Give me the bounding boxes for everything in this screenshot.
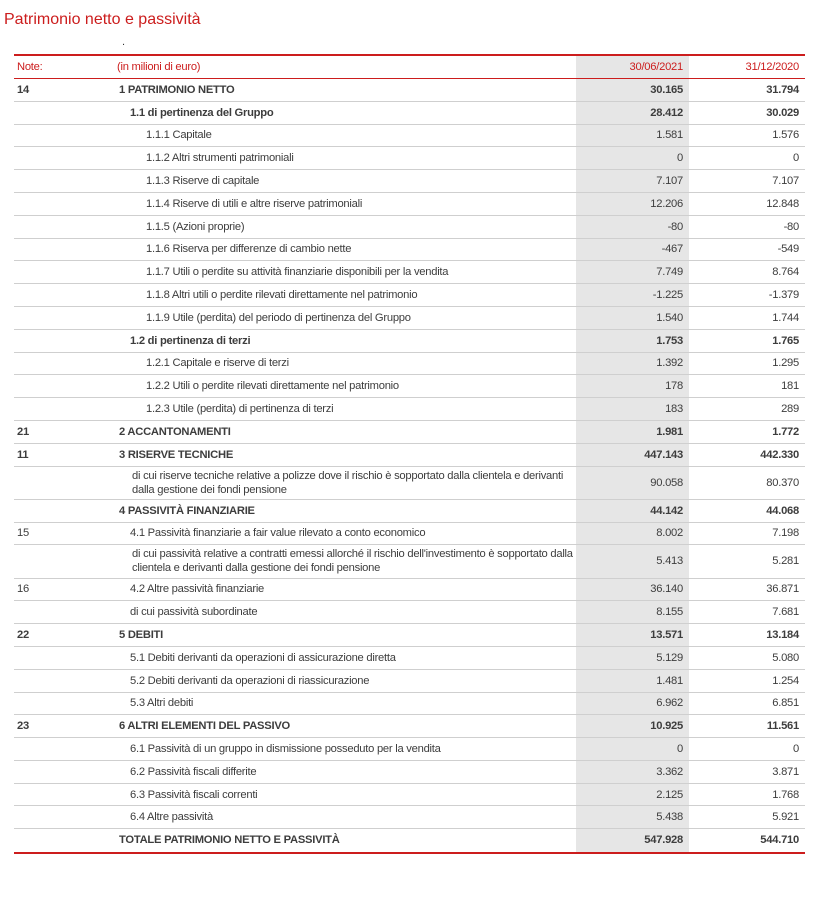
row-note — [14, 692, 117, 715]
row-value-2020: 1.768 — [689, 783, 805, 806]
row-value-2020: 1.772 — [689, 420, 805, 443]
row-value-2020: 1.576 — [689, 124, 805, 147]
row-label: 1.1.8 Altri utili o perdite rilevati direttamente nel patrimonio — [117, 284, 576, 307]
row-label: 6.2 Passività fiscali differite — [117, 760, 576, 783]
table-row — [14, 692, 805, 715]
row-note: 22 — [14, 624, 117, 647]
table-header — [14, 56, 805, 79]
row-note — [14, 829, 117, 852]
row-label: 6.3 Passività fiscali correnti — [117, 783, 576, 806]
row-label: 1.1.5 (Azioni proprie) — [117, 215, 576, 238]
row-value-2021: 7.749 — [576, 261, 689, 284]
row-note — [14, 601, 117, 624]
row-note: 14 — [14, 79, 117, 102]
row-value-2021: 0 — [576, 738, 689, 761]
row-value-2020: 7.107 — [689, 170, 805, 193]
row-value-2020: 544.710 — [689, 829, 805, 852]
row-value-2020: -549 — [689, 238, 805, 261]
header-col-2021: 30/06/2021 — [576, 56, 689, 79]
row-value-2020: 181 — [689, 375, 805, 398]
row-value-2021: 183 — [576, 398, 689, 421]
table-row — [14, 79, 805, 102]
row-value-2020: 0 — [689, 738, 805, 761]
row-note: 11 — [14, 443, 117, 466]
row-value-2021: 1.540 — [576, 306, 689, 329]
row-note — [14, 238, 117, 261]
row-value-2021: 13.571 — [576, 624, 689, 647]
table-row — [14, 398, 805, 421]
row-label: 5.3 Altri debiti — [117, 692, 576, 715]
row-label: 1.2.2 Utili o perdite rilevati direttamente nel patrimonio — [117, 375, 576, 398]
row-note — [14, 669, 117, 692]
header-note: Note: — [14, 56, 117, 79]
row-note — [14, 646, 117, 669]
row-value-2020: 13.184 — [689, 624, 805, 647]
table-row — [14, 375, 805, 398]
row-value-2021: 7.107 — [576, 170, 689, 193]
table-row — [14, 215, 805, 238]
row-label: 4.1 Passività finanziarie a fair value rilevato a conto economico — [117, 522, 576, 545]
row-label: 3 RISERVE TECNICHE — [117, 443, 576, 466]
total-row — [14, 829, 805, 852]
row-label: 1.1.4 Riserve di utili e altre riserve patrimoniali — [117, 192, 576, 215]
row-value-2021: 1.481 — [576, 669, 689, 692]
row-value-2021: -80 — [576, 215, 689, 238]
row-note — [14, 760, 117, 783]
row-value-2020: 0 — [689, 147, 805, 170]
row-value-2020: 1.254 — [689, 669, 805, 692]
row-label: di cui riserve tecniche relative a polizze dove il rischio è sopportato dalla clientela e derivanti dalla gestione dei fondi pensione — [117, 466, 576, 499]
table-row — [14, 499, 805, 522]
row-value-2020: 1.744 — [689, 306, 805, 329]
row-value-2021: 90.058 — [576, 466, 689, 499]
row-value-2021: 1.981 — [576, 420, 689, 443]
row-value-2020: 5.921 — [689, 806, 805, 829]
balance-sheet-table-wrap — [14, 54, 805, 854]
row-note — [14, 192, 117, 215]
row-value-2021: 36.140 — [576, 578, 689, 601]
row-note — [14, 170, 117, 193]
row-value-2020: 1.765 — [689, 329, 805, 352]
row-value-2020: 7.681 — [689, 601, 805, 624]
row-value-2020: 442.330 — [689, 443, 805, 466]
table-row — [14, 443, 805, 466]
row-label: 1.1.7 Utili o perdite su attività finanziarie disponibili per la vendita — [117, 261, 576, 284]
row-value-2021: 5.129 — [576, 646, 689, 669]
row-note — [14, 806, 117, 829]
table-row — [14, 578, 805, 601]
row-label: 1 PATRIMONIO NETTO — [117, 79, 576, 102]
table-row — [14, 669, 805, 692]
row-value-2021: 44.142 — [576, 499, 689, 522]
table-row — [14, 306, 805, 329]
row-value-2020: 5.080 — [689, 646, 805, 669]
row-value-2021: 12.206 — [576, 192, 689, 215]
table-row — [14, 147, 805, 170]
table-row — [14, 601, 805, 624]
row-value-2021: 28.412 — [576, 101, 689, 124]
row-value-2021: 3.362 — [576, 760, 689, 783]
row-value-2021: 1.753 — [576, 329, 689, 352]
table-row — [14, 466, 805, 499]
row-label: 1.2 di pertinenza di terzi — [117, 329, 576, 352]
row-value-2021: 447.143 — [576, 443, 689, 466]
row-note — [14, 215, 117, 238]
table-row — [14, 284, 805, 307]
row-value-2021: 30.165 — [576, 79, 689, 102]
table-body — [14, 79, 805, 852]
row-label: 1.1.3 Riserve di capitale — [117, 170, 576, 193]
table-row — [14, 329, 805, 352]
row-note — [14, 124, 117, 147]
row-label: 4 PASSIVITÀ FINANZIARIE — [117, 499, 576, 522]
row-note — [14, 375, 117, 398]
row-value-2020: 31.794 — [689, 79, 805, 102]
table-row — [14, 624, 805, 647]
row-value-2021: -1.225 — [576, 284, 689, 307]
row-note — [14, 306, 117, 329]
row-label: 5.1 Debiti derivanti da operazioni di assicurazione diretta — [117, 646, 576, 669]
row-value-2021: 1.392 — [576, 352, 689, 375]
table-row — [14, 545, 805, 578]
row-value-2020: 44.068 — [689, 499, 805, 522]
row-note: 15 — [14, 522, 117, 545]
row-value-2021: 10.925 — [576, 715, 689, 738]
row-label: 6.1 Passività di un gruppo in dismissione posseduto per la vendita — [117, 738, 576, 761]
row-note — [14, 147, 117, 170]
row-value-2021: -467 — [576, 238, 689, 261]
row-note — [14, 545, 117, 578]
row-note — [14, 329, 117, 352]
row-value-2021: 0 — [576, 147, 689, 170]
table-row — [14, 124, 805, 147]
row-value-2021: 5.438 — [576, 806, 689, 829]
header-col-2020: 31/12/2020 — [689, 56, 805, 79]
row-label: TOTALE PATRIMONIO NETTO E PASSIVITÀ — [117, 829, 576, 852]
table-row — [14, 646, 805, 669]
balance-sheet-table — [14, 56, 805, 852]
table-row — [14, 170, 805, 193]
table-row — [14, 783, 805, 806]
row-label: 1.2.3 Utile (perdita) di pertinenza di terzi — [117, 398, 576, 421]
row-value-2020: 6.851 — [689, 692, 805, 715]
row-note — [14, 261, 117, 284]
row-value-2020: 5.281 — [689, 545, 805, 578]
row-label: 6.4 Altre passività — [117, 806, 576, 829]
row-note — [14, 284, 117, 307]
row-value-2020: 7.198 — [689, 522, 805, 545]
table-row — [14, 261, 805, 284]
row-note — [14, 352, 117, 375]
page-title: Patrimonio netto e passività — [4, 11, 201, 28]
row-note — [14, 101, 117, 124]
row-label: 5 DEBITI — [117, 624, 576, 647]
row-value-2021: 2.125 — [576, 783, 689, 806]
table-row — [14, 420, 805, 443]
row-label: di cui passività subordinate — [117, 601, 576, 624]
row-value-2021: 547.928 — [576, 829, 689, 852]
row-value-2020: 289 — [689, 398, 805, 421]
row-label: 2 ACCANTONAMENTI — [117, 420, 576, 443]
row-label: 1.2.1 Capitale e riserve di terzi — [117, 352, 576, 375]
table-row — [14, 715, 805, 738]
row-label: 5.2 Debiti derivanti da operazioni di riassicurazione — [117, 669, 576, 692]
row-value-2021: 178 — [576, 375, 689, 398]
table-row — [14, 192, 805, 215]
table-row — [14, 101, 805, 124]
stray-mark: . — [122, 36, 126, 48]
row-note — [14, 466, 117, 499]
row-value-2021: 5.413 — [576, 545, 689, 578]
table-row — [14, 522, 805, 545]
row-value-2020: 3.871 — [689, 760, 805, 783]
row-value-2020: -1.379 — [689, 284, 805, 307]
row-value-2021: 6.962 — [576, 692, 689, 715]
table-bottom-rule — [14, 852, 805, 854]
row-note — [14, 738, 117, 761]
row-value-2020: 1.295 — [689, 352, 805, 375]
row-note: 21 — [14, 420, 117, 443]
row-label: 1.1 di pertinenza del Gruppo — [117, 101, 576, 124]
row-note: 23 — [14, 715, 117, 738]
header-unit: (in milioni di euro) — [117, 56, 576, 79]
row-value-2020: -80 — [689, 215, 805, 238]
row-label: 1.1.1 Capitale — [117, 124, 576, 147]
header-row — [14, 56, 805, 79]
row-label: 1.1.9 Utile (perdita) del periodo di pertinenza del Gruppo — [117, 306, 576, 329]
row-value-2020: 36.871 — [689, 578, 805, 601]
row-value-2021: 1.581 — [576, 124, 689, 147]
row-label: di cui passività relative a contratti emessi allorché il rischio dell'investimento è sopportato dalla clientela e derivanti dalla gestione dei fondi pensione — [117, 545, 576, 578]
row-label: 1.1.6 Riserva per differenze di cambio nette — [117, 238, 576, 261]
table-row — [14, 760, 805, 783]
row-label: 6 ALTRI ELEMENTI DEL PASSIVO — [117, 715, 576, 738]
row-value-2020: 12.848 — [689, 192, 805, 215]
row-value-2020: 80.370 — [689, 466, 805, 499]
row-note — [14, 499, 117, 522]
table-row — [14, 352, 805, 375]
row-note: 16 — [14, 578, 117, 601]
table-row — [14, 238, 805, 261]
row-value-2020: 8.764 — [689, 261, 805, 284]
row-label: 1.1.2 Altri strumenti patrimoniali — [117, 147, 576, 170]
row-value-2021: 8.155 — [576, 601, 689, 624]
table-row — [14, 738, 805, 761]
row-note — [14, 783, 117, 806]
row-value-2020: 30.029 — [689, 101, 805, 124]
row-label: 4.2 Altre passività finanziarie — [117, 578, 576, 601]
table-row — [14, 806, 805, 829]
row-value-2021: 8.002 — [576, 522, 689, 545]
row-note — [14, 398, 117, 421]
row-value-2020: 11.561 — [689, 715, 805, 738]
